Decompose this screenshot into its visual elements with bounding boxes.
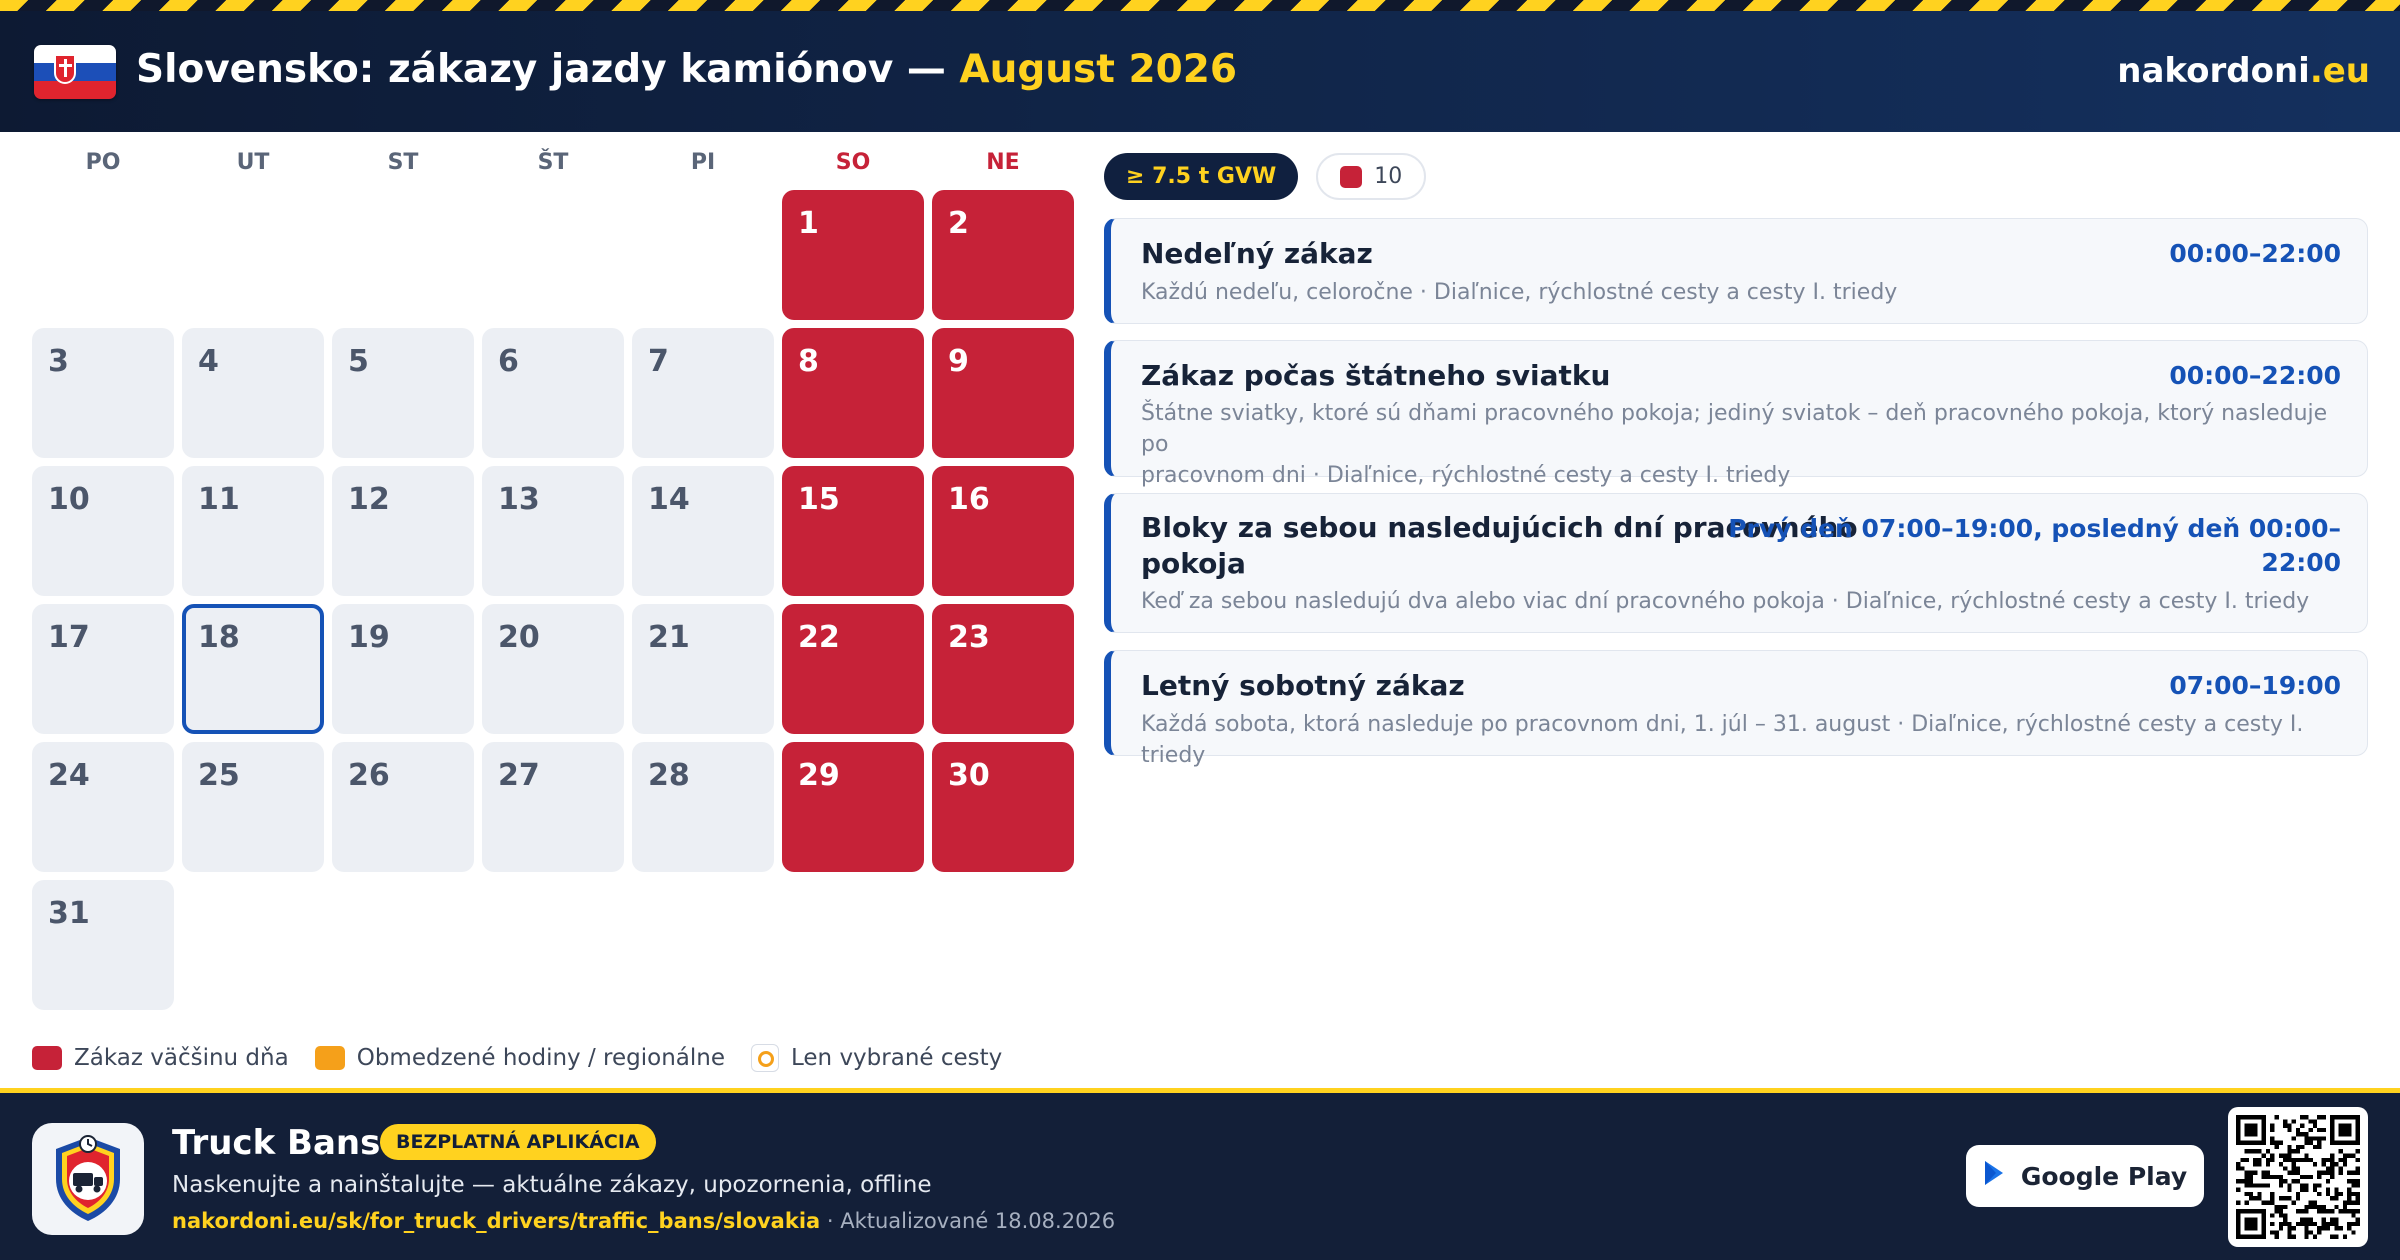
weekday-label: PI	[690, 150, 716, 175]
calendar-day[interactable]	[632, 604, 774, 734]
app-promo-footer	[0, 1093, 2400, 1260]
rule-description: Každá sobota, ktorá nasleduje po pracovnom dni, 1. júl – 31. august · Diaľnice, rýchlostné cesty a cesty I. triedy	[1141, 712, 2304, 768]
legend-label: Len vybrané cesty	[791, 1045, 1003, 1071]
rule-time	[1728, 512, 2341, 580]
day-number: 26	[348, 758, 390, 793]
rule-card-summer-saturday[interactable]	[1104, 650, 2368, 768]
calendar-day-ban[interactable]	[782, 190, 924, 320]
rule-description-line: Štátne sviatky, ktoré sú dňami pracovného pokoja; jediný sviatok – deň pracovného pokoja, ktorý nasleduje po	[1141, 401, 2328, 457]
rule-name: Nedeľný zákaz	[1141, 237, 1373, 270]
qr-code-icon	[2228, 1107, 2368, 1247]
calendar-day-blank	[332, 190, 474, 320]
app-subtitle: Naskenujte a nainštalujte — aktuálne zákazy, upozornenia, offline	[172, 1172, 932, 1198]
day-number: 10	[48, 482, 90, 517]
page-header	[0, 11, 2400, 132]
calendar-day[interactable]	[482, 466, 624, 596]
day-number: 12	[348, 482, 390, 517]
calendar-day[interactable]	[32, 466, 174, 596]
app-name: Truck Bans	[172, 1123, 381, 1163]
rule-description	[1141, 398, 2337, 491]
rule-card-holiday[interactable]	[1104, 340, 2368, 488]
weekday-label-weekend: NE	[986, 150, 1020, 175]
day-number: 30	[948, 758, 990, 793]
day-number: 21	[648, 620, 690, 655]
calendar-day[interactable]	[632, 328, 774, 458]
calendar-day-blank	[632, 190, 774, 320]
calendar-day[interactable]	[332, 328, 474, 458]
ring-swatch-icon	[751, 1044, 779, 1072]
calendar-day[interactable]	[32, 604, 174, 734]
calendar-day[interactable]	[632, 466, 774, 596]
day-number: 29	[798, 758, 840, 793]
truck-shield-app-icon	[32, 1123, 144, 1235]
calendar-day-ban[interactable]	[782, 466, 924, 596]
day-number: 18	[198, 620, 240, 655]
day-number: 20	[498, 620, 540, 655]
calendar-day[interactable]	[482, 742, 624, 872]
calendar-day-ban[interactable]	[932, 190, 1074, 320]
day-number: 16	[948, 482, 990, 517]
rule-name-line: Bloky za sebou nasledujúcich dní pracovného	[1141, 511, 1858, 544]
free-app-badge: BEZPLATNÁ APLIKÁCIA	[380, 1124, 656, 1160]
weekday-label: ŠT	[537, 150, 569, 175]
weekday-label: PO	[85, 150, 121, 175]
weekday-label: ST	[387, 150, 419, 175]
day-number: 14	[648, 482, 690, 517]
calendar-day[interactable]	[32, 328, 174, 458]
month-calendar	[32, 150, 1074, 931]
red-square-icon	[1340, 166, 1362, 188]
rule-description: Každú nedeľu, celoročne · Diaľnice, rýchlostné cesty a cesty I. triedy	[1141, 280, 1898, 305]
google-play-icon	[1983, 1160, 2005, 1192]
day-number: 9	[948, 344, 969, 379]
calendar-day-blank	[182, 190, 324, 320]
calendar-day[interactable]	[182, 742, 324, 872]
day-number: 8	[798, 344, 819, 379]
day-number: 24	[48, 758, 90, 793]
legend-label: Zákaz väčšinu dňa	[74, 1045, 289, 1071]
calendar-day[interactable]	[32, 742, 174, 872]
calendar-day-today[interactable]	[182, 604, 324, 734]
google-play-label: Google Play	[2020, 1161, 2188, 1191]
calendar-day-ban[interactable]	[932, 604, 1074, 734]
page-title	[136, 47, 1237, 92]
filter-chips	[1104, 153, 1426, 200]
rule-description-line: pracovnom dni · Diaľnice, rýchlostné cesty a cesty I. triedy	[1141, 463, 1791, 488]
legend-item-restricted	[315, 1045, 725, 1071]
calendar-day-blank	[32, 190, 174, 320]
rule-time: 07:00–19:00	[2169, 671, 2341, 700]
title-month: August 2026	[959, 47, 1238, 92]
brand-tld: .eu	[2309, 51, 2370, 91]
rule-time: 00:00–22:00	[2169, 361, 2341, 390]
ban-days-count: 10	[1374, 164, 1403, 189]
day-number: 19	[348, 620, 390, 655]
rule-card-sunday[interactable]	[1104, 218, 2368, 324]
rule-time-line: Prvý deň 07:00–19:00, posledný deň 00:00–	[1728, 514, 2341, 543]
calendar-day-ban[interactable]	[932, 742, 1074, 872]
day-number: 27	[498, 758, 540, 793]
day-number: 13	[498, 482, 540, 517]
day-number: 2	[948, 206, 969, 241]
calendar-day-blank	[482, 190, 624, 320]
brand-logo[interactable]	[2117, 51, 2370, 91]
legend-label: Obmedzené hodiny / regionálne	[356, 1045, 725, 1071]
day-number: 22	[798, 620, 840, 655]
calendar-day[interactable]	[182, 328, 324, 458]
day-number: 17	[48, 620, 90, 655]
calendar-day-ban[interactable]	[932, 466, 1074, 596]
weekday-label-weekend: SO	[835, 150, 871, 175]
calendar-day[interactable]	[32, 880, 174, 1010]
calendar-day[interactable]	[482, 328, 624, 458]
legend-item-selected-roads	[751, 1044, 1002, 1072]
day-number: 7	[648, 344, 669, 379]
day-number: 15	[798, 482, 840, 517]
rule-description: Keď za sebou nasledujú dva alebo viac dní pracovného pokoja · Diaľnice, rýchlostné cesty a cesty I. triedy	[1141, 589, 2310, 614]
rule-time: 00:00–22:00	[2169, 239, 2341, 268]
calendar-day[interactable]	[632, 742, 774, 872]
day-number: 31	[48, 896, 90, 931]
google-play-button[interactable]	[1966, 1145, 2204, 1207]
rule-name: Zákaz počas štátneho sviatku	[1141, 359, 1611, 392]
weekday-label: UT	[236, 150, 270, 175]
calendar-day-ban[interactable]	[782, 604, 924, 734]
calendar-day-ban[interactable]	[932, 328, 1074, 458]
slovakia-flag-icon	[34, 45, 116, 99]
day-number: 5	[348, 344, 369, 379]
hazard-stripe	[0, 0, 2400, 11]
ban-days-count-chip[interactable]	[1316, 153, 1426, 200]
day-number: 6	[498, 344, 519, 379]
weekday-header	[32, 150, 1074, 186]
page-url-link[interactable]: nakordoni.eu/sk/for_truck_drivers/traffic_bans/slovakia	[172, 1209, 821, 1233]
calendar-days-grid	[32, 190, 1074, 1010]
rule-name: Letný sobotný zákaz	[1141, 669, 1465, 702]
calendar-day[interactable]	[332, 604, 474, 734]
weight-chip[interactable]: ≥ 7.5 t GVW	[1104, 153, 1298, 200]
calendar-day[interactable]	[482, 604, 624, 734]
day-number: 25	[198, 758, 240, 793]
day-number: 3	[48, 344, 69, 379]
orange-swatch-icon	[315, 1046, 345, 1070]
rule-name-line: pokoja	[1141, 547, 1246, 580]
brand-name: nakordoni	[2117, 51, 2310, 91]
day-number: 28	[648, 758, 690, 793]
calendar-day[interactable]	[332, 742, 474, 872]
day-number: 23	[948, 620, 990, 655]
app-url-line	[172, 1209, 1115, 1233]
updated-date: · Aktualizované 18.08.2026	[820, 1209, 1116, 1233]
calendar-day[interactable]	[182, 466, 324, 596]
red-swatch-icon	[32, 1046, 62, 1070]
day-number: 1	[798, 206, 819, 241]
rule-card-consecutive-days[interactable]	[1104, 493, 2368, 633]
title-text: Slovensko: zákazy jazdy kamiónov —	[136, 47, 960, 92]
calendar-day-ban[interactable]	[782, 328, 924, 458]
calendar-day-ban[interactable]	[782, 742, 924, 872]
day-number: 11	[198, 482, 240, 517]
calendar-day[interactable]	[332, 466, 474, 596]
day-number: 4	[198, 344, 219, 379]
calendar-legend	[32, 1044, 1002, 1072]
rule-time-line: 22:00	[2261, 548, 2341, 577]
legend-item-full-day	[32, 1045, 289, 1071]
